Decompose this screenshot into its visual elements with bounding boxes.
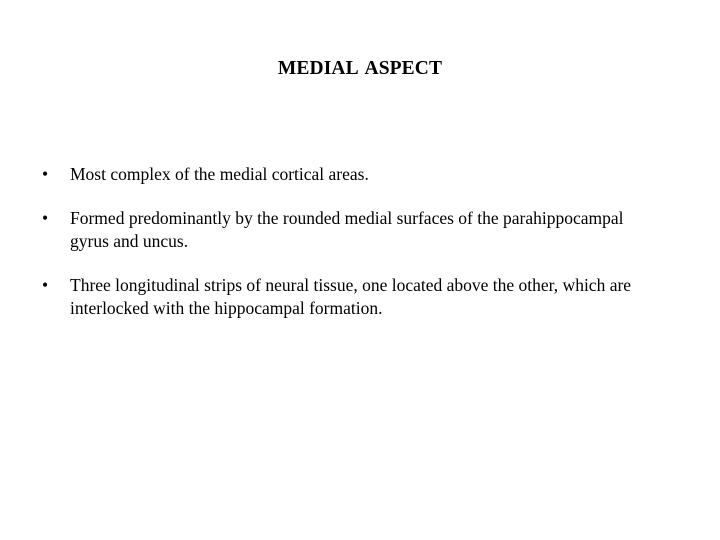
bullet-icon: • bbox=[42, 208, 49, 228]
bullet-item bbox=[0, 163, 720, 186]
bullet-icon: • bbox=[42, 164, 49, 184]
bullet-text: Most complex of the medial cortical areas. bbox=[70, 164, 369, 184]
bullet-item bbox=[0, 274, 720, 320]
slide-title: MEDIAL ASPECT bbox=[277, 58, 443, 79]
bullet-text: Formed predominantly by the rounded medial surfaces of the parahippocampal gyrus and uncus. bbox=[70, 208, 624, 251]
bullet-text: Three longitudinal strips of neural tissue, one located above the other, which are interlocked with the hippocampal formation. bbox=[70, 275, 632, 318]
bullet-list bbox=[0, 163, 720, 341]
bullet-icon: • bbox=[42, 275, 49, 295]
bullet-item bbox=[0, 207, 720, 253]
